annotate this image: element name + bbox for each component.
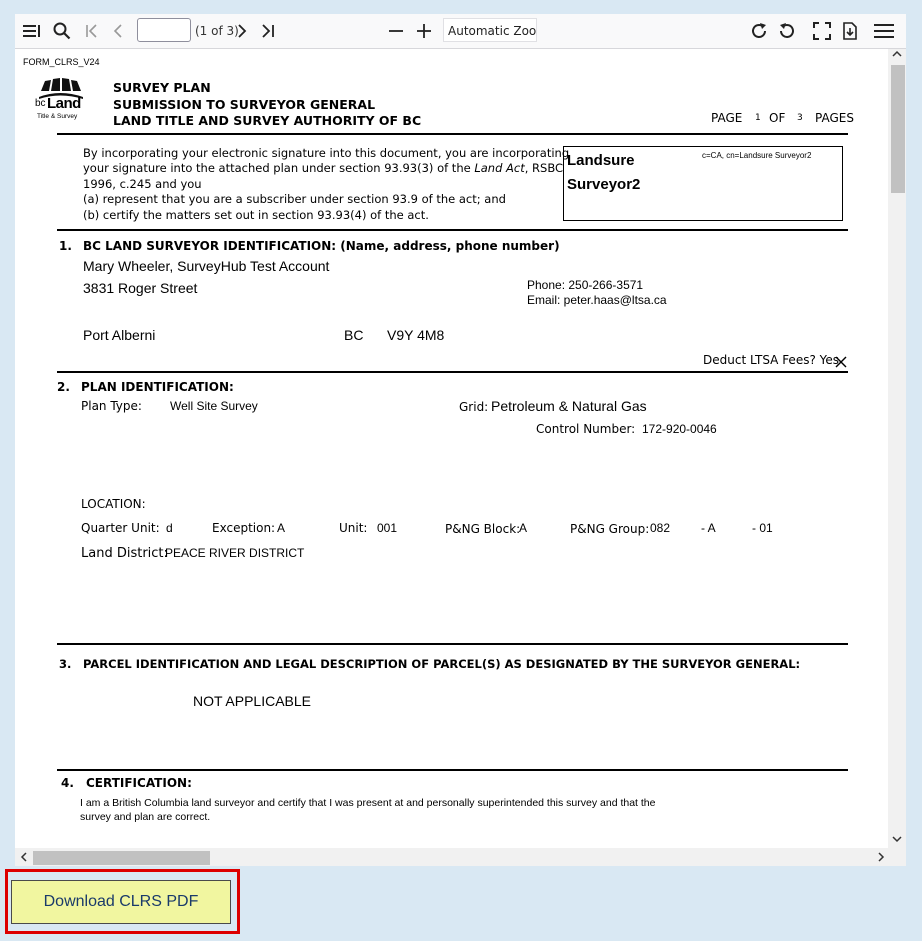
png-block-label: P&NG Block: xyxy=(445,522,521,536)
pdf-page xyxy=(15,49,888,848)
zoom-select[interactable]: Automatic Zoo xyxy=(443,18,537,42)
form-id: FORM_CLRS_V24 xyxy=(23,57,100,67)
scroll-right-icon[interactable] xyxy=(876,852,886,865)
fullscreen-icon[interactable] xyxy=(811,18,833,44)
logo-land: Land xyxy=(47,95,81,112)
divider xyxy=(57,133,848,135)
vertical-scrollbar[interactable] xyxy=(888,49,906,848)
png-block-value: A xyxy=(519,521,528,535)
quarter-unit-value: d xyxy=(166,521,173,535)
page-number: 1 xyxy=(755,113,761,123)
png-group-value-1: 082 xyxy=(650,521,671,535)
plan-type-label: Plan Type: xyxy=(81,399,142,413)
certification-line-2: survey and plan are correct. xyxy=(80,811,211,823)
pages-label: PAGES xyxy=(815,111,854,125)
png-group-label: P&NG Group: xyxy=(570,522,650,536)
location-label: LOCATION: xyxy=(81,497,146,511)
search-icon[interactable] xyxy=(49,18,75,44)
scroll-left-icon[interactable] xyxy=(19,852,29,865)
vertical-scroll-thumb[interactable] xyxy=(891,65,905,193)
exception-label: Exception: xyxy=(212,521,276,535)
surveyor-phone: Phone: 250-266-3571 xyxy=(527,278,644,292)
rotate-clockwise-icon[interactable] xyxy=(747,18,771,44)
bc-land-logo xyxy=(35,77,85,123)
of-label: OF xyxy=(769,111,786,125)
next-page-icon[interactable] xyxy=(231,18,253,44)
intro-line-3: 1996, c.245 and you xyxy=(83,177,202,191)
land-district-label: Land District: xyxy=(81,546,168,561)
rotate-counterclockwise-icon[interactable] xyxy=(775,18,799,44)
signature-dn: c=CA, cn=Landsure Surveyor2 xyxy=(702,151,812,160)
certification-line-1: I am a British Columbia land surveyor and certify that I was present at and personally superintended this survey and that the xyxy=(80,797,656,809)
section-2-number: 2. xyxy=(57,380,70,394)
surveyor-city: Port Alberni xyxy=(83,327,156,343)
control-number-label: Control Number: xyxy=(536,422,636,436)
surveyor-street: 3831 Roger Street xyxy=(83,280,198,296)
land-district-value: PEACE RIVER DISTRICT xyxy=(165,546,305,560)
png-group-value-3: - 01 xyxy=(752,521,773,535)
doc-title-3: LAND TITLE AND SURVEY AUTHORITY OF BC xyxy=(113,113,422,128)
divider xyxy=(57,769,848,771)
signature-name-2: Surveyor2 xyxy=(567,176,641,193)
divider xyxy=(57,371,848,373)
section-1-title: BC LAND SURVEYOR IDENTIFICATION: (Name, address, phone number) xyxy=(83,239,560,253)
menu-icon[interactable] xyxy=(871,18,897,44)
section-1-number: 1. xyxy=(59,239,72,253)
section-2-title: PLAN IDENTIFICATION: xyxy=(81,380,234,394)
doc-title-1: SURVEY PLAN xyxy=(113,80,211,95)
surveyor-province: BC xyxy=(344,327,364,343)
signature-name-1: Landsure xyxy=(567,152,635,169)
deduct-fees-label: Deduct LTSA Fees? Yes xyxy=(703,353,840,367)
page-total: 3 xyxy=(797,113,803,123)
last-page-icon[interactable] xyxy=(257,18,279,44)
previous-page-icon[interactable] xyxy=(107,18,129,44)
horizontal-scroll-thumb[interactable] xyxy=(33,851,210,865)
doc-title-2: SUBMISSION TO SURVEYOR GENERAL xyxy=(113,97,376,112)
download-clrs-pdf-button[interactable]: Download CLRS PDF xyxy=(11,880,231,924)
page-number-input[interactable] xyxy=(137,18,191,42)
section-4-number: 4. xyxy=(61,776,74,790)
surveyor-email: Email: peter.haas@ltsa.ca xyxy=(527,293,667,307)
section-3-number: 3. xyxy=(59,657,72,671)
sidebar-toggle-icon[interactable] xyxy=(19,18,45,44)
scroll-up-icon[interactable] xyxy=(892,49,902,62)
logo-subtitle: Title & Survey xyxy=(37,113,78,120)
pdf-viewer xyxy=(15,14,906,866)
intro-line-5: (b) certify the matters set out in section 93.93(4) of the act. xyxy=(83,208,429,222)
section-4-title: CERTIFICATION: xyxy=(86,776,192,790)
control-number-value: 172-920-0046 xyxy=(642,422,717,436)
download-file-icon[interactable] xyxy=(839,18,861,44)
zoom-in-icon[interactable] xyxy=(413,18,435,44)
quarter-unit-label: Quarter Unit: xyxy=(81,521,160,535)
intro-line-1: By incorporating your electronic signature into this document, you are incorporating xyxy=(83,146,570,160)
section-3-value: NOT APPLICABLE xyxy=(193,693,312,709)
page-count: (1 of 3) xyxy=(195,24,239,38)
grid-value: Petroleum & Natural Gas xyxy=(491,398,647,414)
intro-line-2: your signature into the attached plan under section 93.93(3) of the Land Act, RSBC xyxy=(83,161,564,175)
divider xyxy=(57,643,848,645)
page-label: PAGE xyxy=(711,111,743,125)
divider xyxy=(57,229,848,231)
exception-value: A xyxy=(277,521,286,535)
section-3-title: PARCEL IDENTIFICATION AND LEGAL DESCRIPTION OF PARCEL(S) AS DESIGNATED BY THE SURVEYOR GENERAL: xyxy=(83,657,801,671)
unit-value: 001 xyxy=(377,521,398,535)
grid-label: Grid: xyxy=(459,400,489,414)
logo-bc: bc xyxy=(35,98,46,109)
scroll-down-icon[interactable] xyxy=(892,834,902,847)
pdf-toolbar xyxy=(15,14,906,49)
png-group-value-2: - A xyxy=(701,521,716,535)
plan-type-value: Well Site Survey xyxy=(170,399,258,413)
horizontal-scrollbar[interactable] xyxy=(15,848,906,866)
first-page-icon[interactable] xyxy=(81,18,103,44)
unit-label: Unit: xyxy=(339,521,368,535)
surveyor-name: Mary Wheeler, SurveyHub Test Account xyxy=(83,258,330,274)
signature-box xyxy=(563,146,843,221)
surveyor-postal-code: V9Y 4M8 xyxy=(387,327,445,343)
zoom-out-icon[interactable] xyxy=(385,18,407,44)
intro-line-4: (a) represent that you are a subscriber under section 93.9 of the act; and xyxy=(83,192,506,206)
deduct-fees-check-icon[interactable] xyxy=(835,353,847,372)
